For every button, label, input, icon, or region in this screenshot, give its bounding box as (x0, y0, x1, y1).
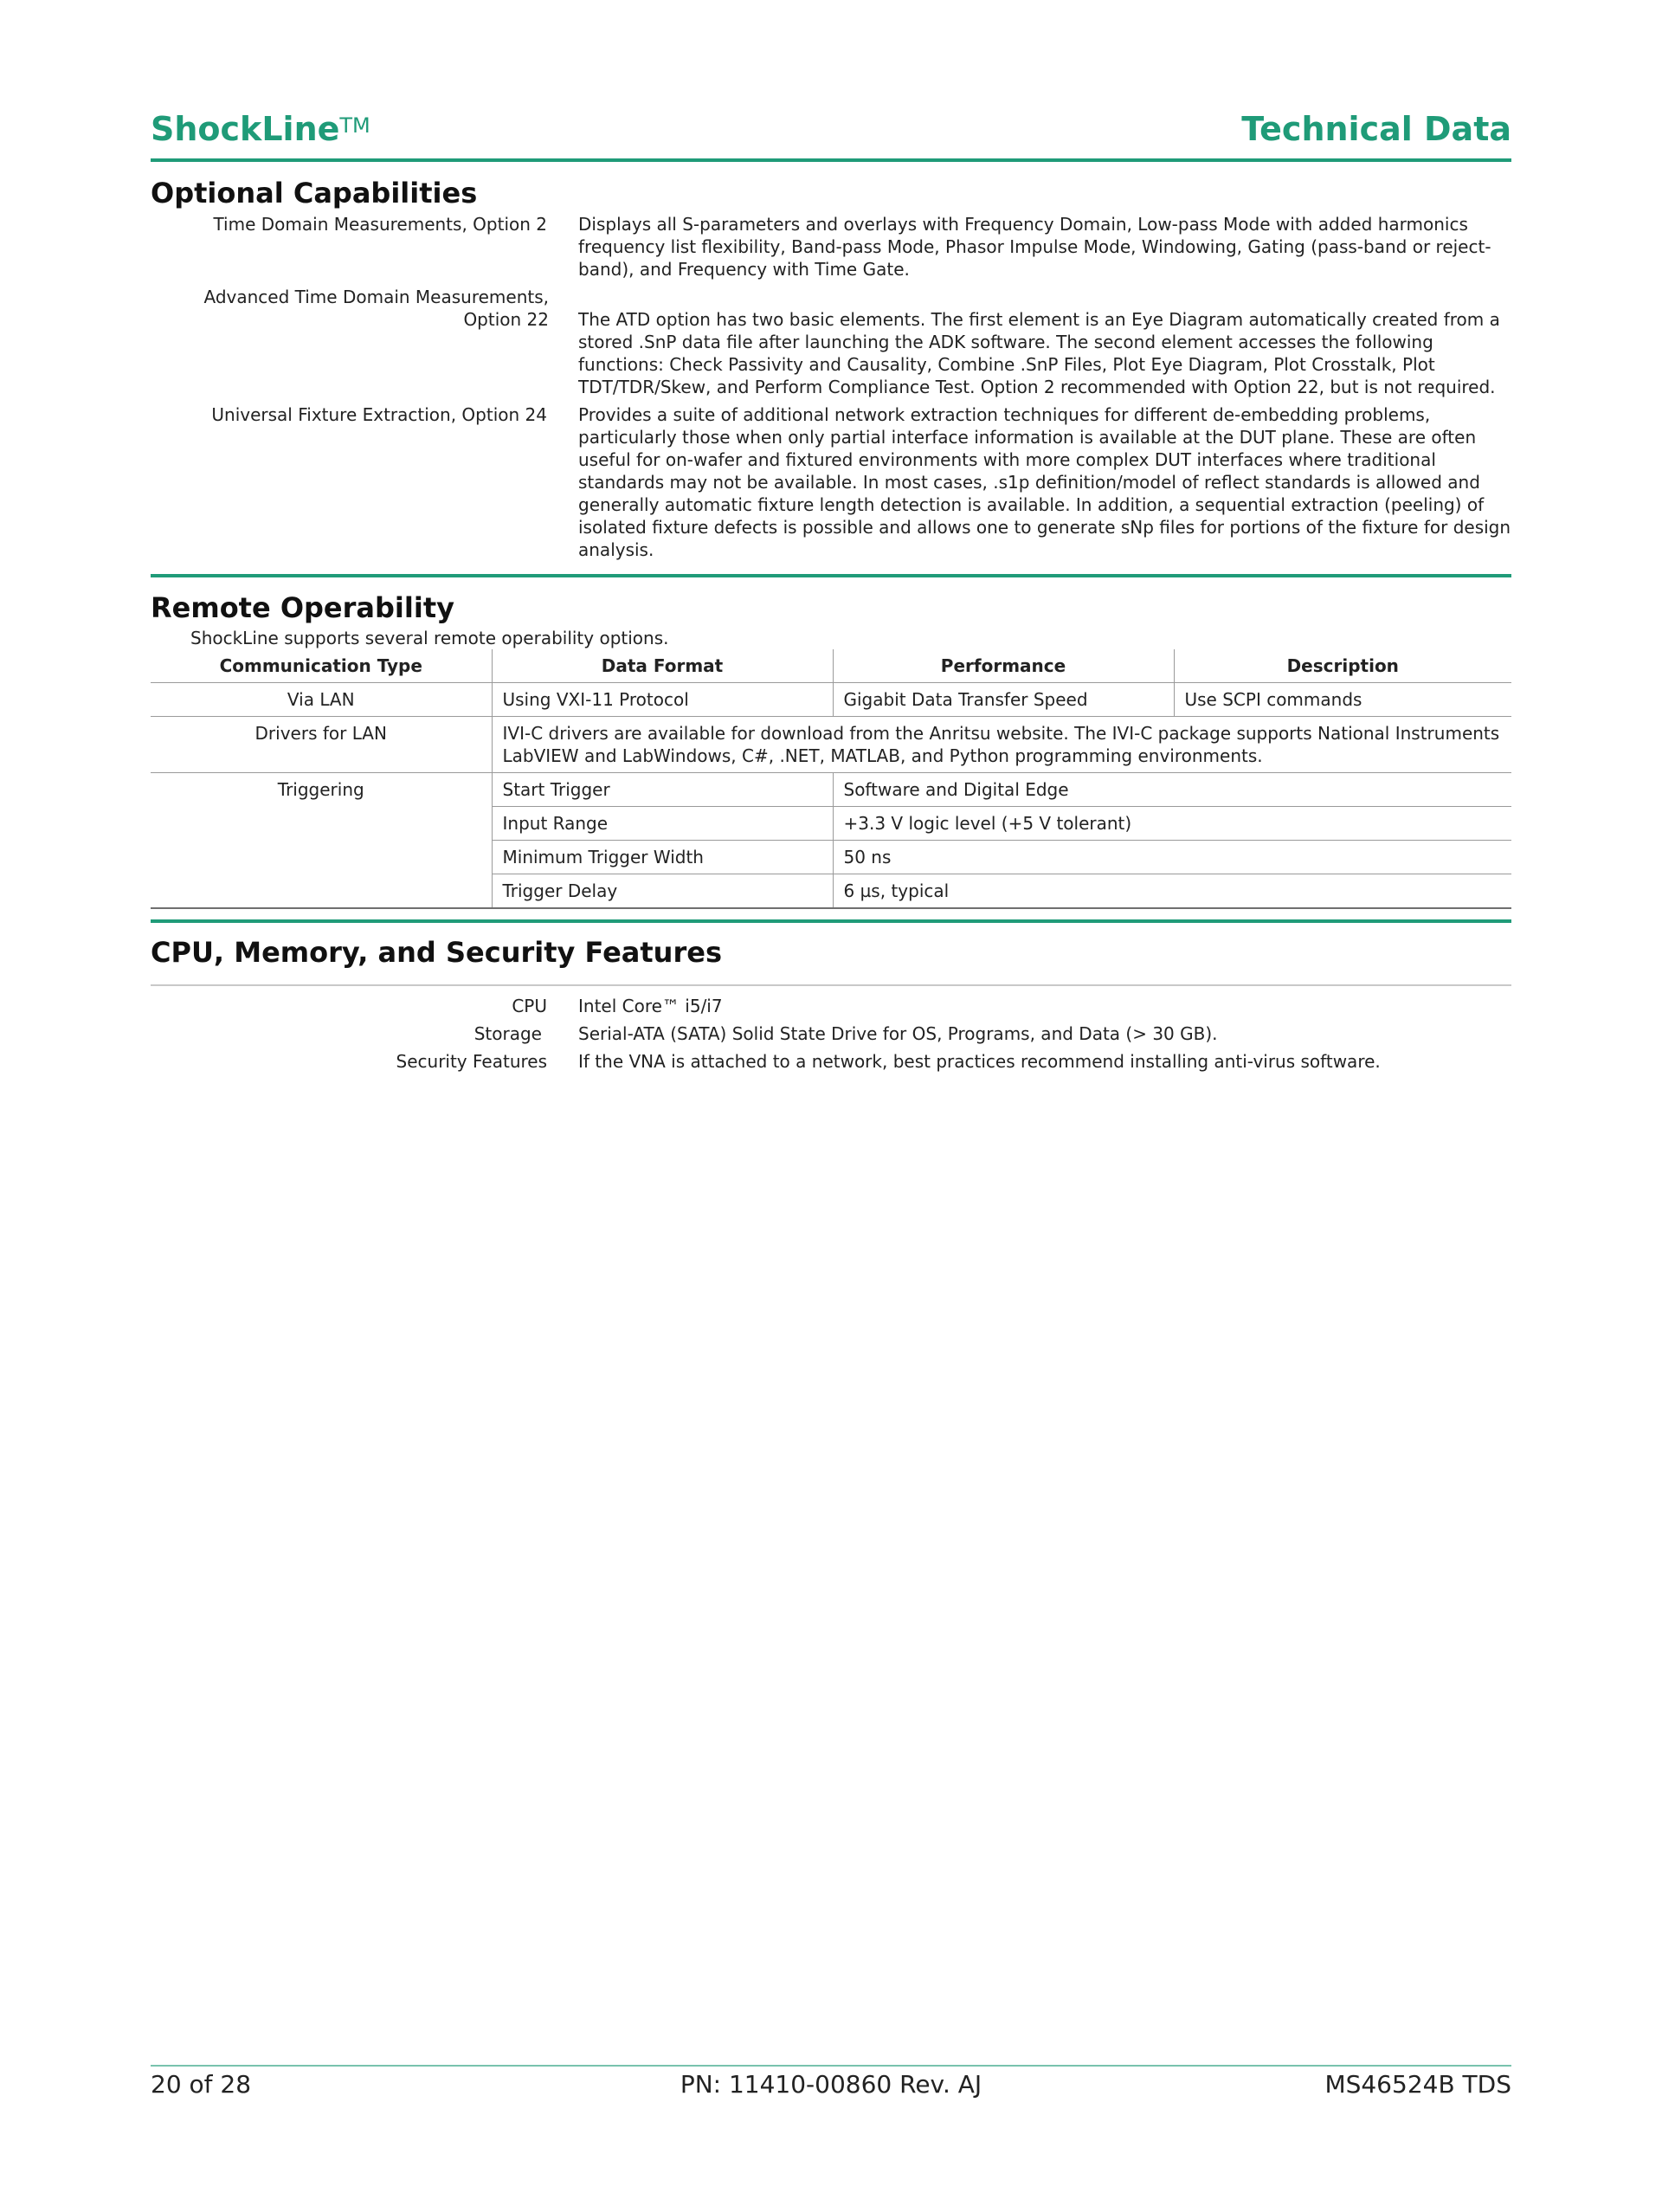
document-page (151, 0, 1511, 2212)
table-cell: +3.3 V logic level (+5 V tolerant) (833, 807, 1511, 841)
spec-value-option2: Displays all S-parameters and overlays with Frequency Domain, Low-pass Mode with added harmonics frequency list flexibility, Band-pass Mode, Phasor Impulse Mode, Windowing, Gating (pass-band or reject-band), and Frequency with Time Gate. (578, 214, 1491, 280)
remote-operability-table (151, 649, 1511, 909)
spec-label-option2: Time Domain Measurements, Option 2 (213, 214, 547, 235)
cpu-section-heading: CPU, Memory, and Security Features (151, 936, 722, 969)
optional-capabilities-heading: Optional Capabilities (151, 177, 478, 210)
table-cell: 6 µs, typical (833, 874, 1511, 909)
header-section-title: Technical Data (1241, 110, 1511, 148)
column-header: Data Format (492, 649, 833, 683)
table-cell: 50 ns (833, 841, 1511, 874)
page-footer (151, 2067, 1511, 2102)
spec-label-cpu: CPU (512, 996, 547, 1016)
column-header: Description (1174, 649, 1511, 683)
section-rule-remote (151, 574, 1511, 577)
page-number: 20 of 28 (151, 2070, 252, 2099)
spec-label-option22: Advanced Time Domain Measurements, Option 22 (203, 287, 549, 330)
column-header: Performance (833, 649, 1174, 683)
spec-value-cpu: Intel Core™ i5/i7 (578, 996, 723, 1016)
table-cell: Using VXI-11 Protocol (492, 683, 833, 717)
spec-label-security: Security Features (396, 1051, 547, 1072)
spec-value-storage: Serial-ATA (SATA) Solid State Drive for OS, Programs, and Data (> 30 GB). (578, 1023, 1218, 1044)
spec-label-storage: Storage (473, 1023, 542, 1044)
table-cell: Trigger Delay (492, 874, 833, 909)
table-row (151, 773, 1511, 807)
trademark-mark: TM (339, 113, 370, 138)
spec-value-security: If the VNA is attached to a network, best practices recommend installing anti-virus software. (578, 1051, 1381, 1072)
table-cell: Drivers for LAN (151, 717, 492, 773)
page-header (151, 104, 1511, 154)
table-header-row (151, 649, 1511, 683)
table-cell: Start Trigger (492, 773, 833, 807)
table-cell: Gigabit Data Transfer Speed (833, 683, 1174, 717)
column-header: Communication Type (151, 649, 492, 683)
table-row (151, 683, 1511, 717)
table-cell: Software and Digital Edge (833, 773, 1511, 807)
remote-operability-heading: Remote Operability (151, 591, 454, 624)
spec-value-option24: Provides a suite of additional network extraction techniques for different de-embedding problems, particularly those when only partial interface information is available at the DUT plane. These are often useful for on-wafer and fixtured environments with more complex DUT interfaces where traditional standards may not be available. In most cases, .s1p definition/model of reflect standards is allowed and generally automatic fixture length detection is available. In addition, a sequential extraction (peeling) of isolated fixture defects is possible and allows one to generate sNp files for portions of the fixture for design analysis. (578, 404, 1511, 560)
document-id: MS46524B TDS (1324, 2070, 1511, 2099)
table-cell: Input Range (492, 807, 833, 841)
remote-operability-intro: ShockLine supports several remote operability options. (190, 628, 669, 648)
table-cell: IVI-C drivers are available for download from the Anritsu website. The IVI-C package supports National Instruments LabVIEW and LabWindows, C#, .NET, MATLAB, and Python programming environments. (492, 717, 1511, 773)
table-cell: Use SCPI commands (1174, 683, 1511, 717)
part-number: PN: 11410-00860 Rev. AJ (680, 2070, 982, 2099)
spec-value-option22: The ATD option has two basic elements. The first element is an Eye Diagram automatically created from a stored .SnP data file after launching the ADK software. The second element accesses the following functions: Check Passivity and Causality, Combine .SnP Files, Plot Eye Diagram, Plot Crosstalk, Plot TDT/TDR/Skew, and Perform Compliance Test. Option 2 recommended with Option 22, but is not required. (578, 309, 1500, 397)
table-row (151, 717, 1511, 773)
header-rule (151, 158, 1511, 162)
section-rule-cpu (151, 919, 1511, 923)
spec-label-option24: Universal Fixture Extraction, Option 24 (211, 404, 547, 425)
product-title: ShockLine™ (151, 110, 370, 148)
table-cell: Minimum Trigger Width (492, 841, 833, 874)
table-cell: Triggering (151, 773, 492, 909)
footer-rule (151, 2065, 1511, 2067)
cpu-section-rule (151, 984, 1511, 986)
table-cell: Via LAN (151, 683, 492, 717)
